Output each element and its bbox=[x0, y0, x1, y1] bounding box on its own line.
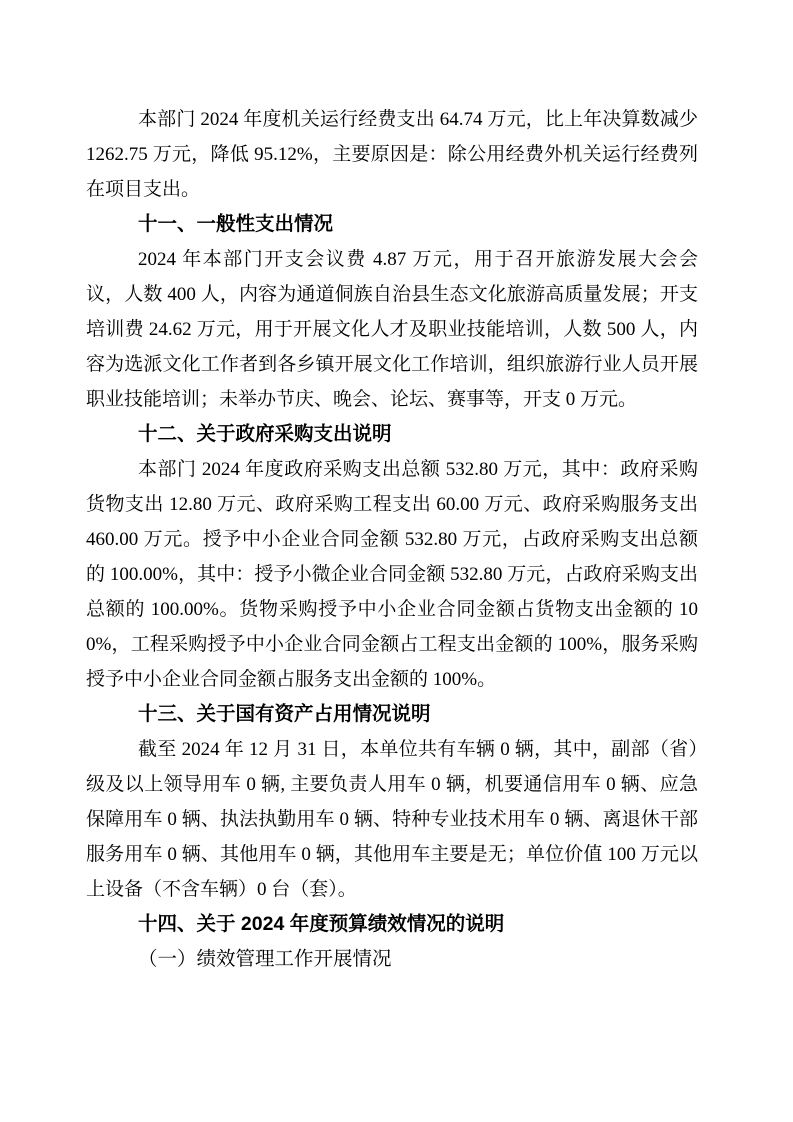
section-heading: 十一、一般性支出情况 bbox=[138, 213, 334, 235]
paragraph: 2024 年本部门开支会议费 4.87 万元，用于召开旅游发展大会会议，人数 400 人，内容为通道侗族自治县生态文化旅游高质量发展；开支培训费 24.62 万元，用于开展文化人才及职业技能培训，人数 500 人，内容为选派文化工作者到各乡镇开展文化工作培训，组织旅游行业人员开展职业技能培训；未举办节庆、晚会、论坛、赛事等，开支 0 万元。 bbox=[86, 249, 698, 410]
subsection-heading: （一）绩效管理工作开展情况 bbox=[138, 948, 392, 970]
section-heading: 十二、关于政府采购支出说明 bbox=[138, 423, 392, 445]
section-heading: 十四、关于 2024 年度预算绩效情况的说明 bbox=[138, 913, 505, 935]
paragraph: 截至 2024 年 12 月 31 日，本单位共有车辆 0 辆，其中，副部（省）级及以上领导用车 0 辆, 主要负责人用车 0 辆，机要通信用车 0 辆、应急保障用车 0 辆、执法执勤用车 0 辆、特种专业技术用车 0 辆、离退休干部服务用车 0 辆、其他用车 0 辆，其他用车主要是无；单位价值 100 万元以上设备（不含车辆）0 台（套）。 bbox=[86, 739, 698, 900]
paragraph: 本部门 2024 年度政府采购支出总额 532.80 万元，其中：政府采购货物支出 12.80 万元、政府采购工程支出 60.00 万元、政府采购服务支出 460.00 万元。授予中小企业合同金额 532.80 万元，占政府采购支出总额的 100.00%，其中：授予小微企业合同金额 532.80 万元，占政府采购支出总额的 100.00%。货物采购授予中小企业合同金额占货物支出金额的 100%，工程采购授予中小企业合同金额占工程支出金额的 100%，服务采购授予中小企业合同金额占服务支出金额的 100%。 bbox=[86, 459, 698, 690]
paragraph: 本部门 2024 年度机关运行经费支出 64.74 万元，比上年决算数减少 1262.75 万元，降低 95.12%，主要原因是：除公用经费外机关运行经费列在项目支出。 bbox=[86, 109, 698, 200]
section-heading: 十三、关于国有资产占用情况说明 bbox=[138, 703, 431, 725]
